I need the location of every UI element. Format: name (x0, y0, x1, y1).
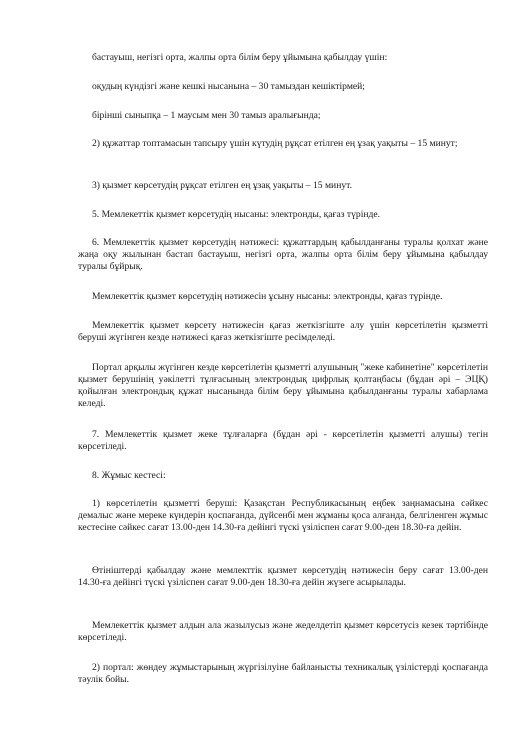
paragraph-8: Мемлекеттік қызмет көрсетудің нәтижесін ұсыну нысаны: электронды, қағаз түрінде. (92, 291, 443, 302)
paragraph-12: 8. Жұмыс кестесі: (92, 470, 166, 481)
paragraph-7: 6. Мемлекеттік қызмет көрсетудің нәтижесі: құжаттардың қабылданғаны туралы қолхат және жаңа оқу жылынан бастап бастауыш, негізгі орта, жалпы орта білім беру ұйымына қабылдау туралы бұйрық. (78, 237, 488, 272)
paragraph-14: Өтініштерді қабылдау және мемлекттік қызмет көрсетудің нәтижесін беру сағат 13.00-ден 14.30-ға дейінгі түскі үзіліспен сағат 9.00-ден 18.30-ға дейін жүзеге асырылады. (78, 565, 488, 588)
paragraph-16: 2) портал: жөндеу жұмыстарының жүргізілуіне байланысты техникалық үзілістерді қоспағанда тәулік бойы. (78, 662, 488, 685)
paragraph-11: 7. Мемлекеттік қызмет жеке тұлғаларға (бұдан әрі - көрсетілетін қызметті алушы) тегін көрсетіледі. (78, 429, 488, 452)
paragraph-10: Портал арқылы жүгінген кезде көрсетілетін қызметті алушының "жеке кабинетіне" көрсетілетін қызмет берушінің уәкілетті тұлғасының электрондық цифрлық қолтаңбасы (бұдан әрі – ЭЦҚ) қойылған электрондық құжат нысанында білім беру ұйымына қабылданғаны туралы хабарлама келеді. (78, 362, 488, 409)
paragraph-1: бастауыш, негізгі орта, жалпы орта білім беру ұйымына қабылдау үшін: (92, 52, 388, 63)
paragraph-3: бірінші сыныпқа – 1 маусым мен 30 тамыз аралығында; (92, 110, 321, 121)
paragraph-6: 5. Мемлекеттік қызмет көрсетудің нысаны: электронды, қағаз түрінде. (92, 209, 381, 220)
paragraph-9: Мемлекеттік қызмет көрсету нәтижесін қағаз жеткізгіште алу үшін көрсетілетін қызметті беруші жүгінген кезде нәтижесі қағаз жеткізгіште ресімделеді. (78, 320, 488, 343)
paragraph-13: 1) көрсетілетін қызметті беруші: Қазақстан Республикасының еңбек заңнамасына сәйкес демалыс және мереке күндерін қоспағанда, дүйсенбі мен жұманы қоса алғанда, белгіленген жұмыс кестесіне сәйкес сағат 13.00-ден 14.30-ға дейінгі түскі үзіліспен сағат 9.00-ден 18.30-ға дейін. (78, 498, 488, 533)
paragraph-5: 3) қызмет көрсетудің рұқсат етілген ең ұзақ уақыты – 15 минут. (92, 180, 352, 191)
paragraph-2: оқудың күндізгі және кешкі нысанына – 30 тамыздан кешіктірмей; (92, 81, 365, 92)
paragraph-4: 2) құжаттар топтамасын тапсыру үшін күтудің рұқсат етілген ең ұзақ уақыты – 15 минут; (92, 138, 458, 149)
paragraph-15: Мемлекеттік қызмет алдын ала жазылусыз және жеделдетіп қызмет көрсетусіз кезек тәртібінде көрсетіледі. (78, 620, 488, 643)
